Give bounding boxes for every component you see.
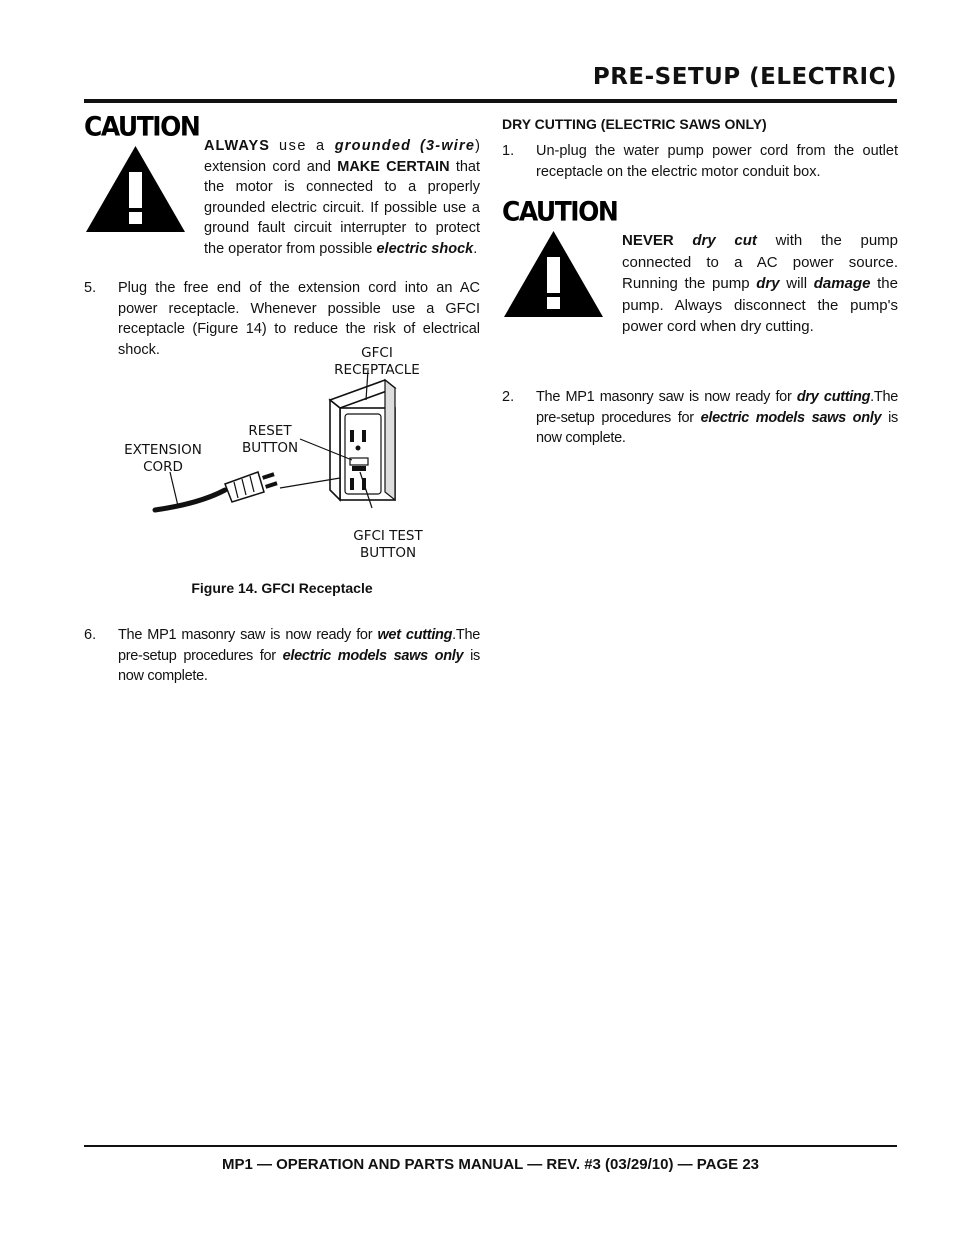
- step-6-text: [118, 625, 480, 687]
- never-word: NEVER: [622, 232, 693, 249]
- wet-cutting-phrase: wet cutting: [377, 627, 453, 643]
- caution-text-part: the pump. Always disconnect the pump's power cord when dry cutting.: [622, 275, 898, 335]
- caution-text-part: ) extension cord and: [204, 138, 480, 175]
- grounded-phrase: grounded (3-wire: [334, 138, 476, 154]
- label-line: RECEPTACLE: [334, 362, 420, 378]
- make-certain-phrase: MAKE CERTAIN: [337, 158, 450, 175]
- figure-label-gfci-receptacle: [322, 345, 432, 379]
- step-5-text: Plug the free end of the extension cord into an AC power receptacle. Whenever possible use a GFCI receptacle (Figure 14) to reduce the risk of electrical shock.: [118, 280, 480, 358]
- caution-text-part: that the motor is connected to a properly grounded electric circuit. If possible use a ground fault circuit interrupter to protect the operator from possible: [204, 158, 481, 257]
- electric-models-phrase: electric models saws only: [700, 409, 882, 426]
- page-footer: MP1 — OPERATION AND PARTS MANUAL — REV. #3 (03/29/10) — PAGE 23: [221, 1156, 760, 1173]
- label-line: BUTTON: [359, 545, 417, 561]
- label-line: BUTTON: [241, 440, 299, 456]
- header-rule: [84, 99, 897, 103]
- dry-cutting-heading: DRY CUTTING (ELECTRIC SAWS ONLY): [502, 116, 767, 132]
- footer-rule: [84, 1145, 897, 1147]
- caution-heading-right: CAUTION: [502, 196, 618, 227]
- label-line: GFCI TEST: [353, 528, 423, 544]
- step-2-text: [536, 387, 898, 449]
- step-text-part: .The pre-setup procedures for: [118, 627, 480, 664]
- dry-cutting-phrase: dry cutting: [796, 389, 871, 405]
- caution-text-right: [622, 230, 898, 338]
- caution-text-part: will: [779, 275, 814, 292]
- figure-label-gfci-test-button: [338, 528, 438, 562]
- electric-models-phrase: electric models saws only: [282, 647, 464, 664]
- figure-caption: Figure 14. GFCI Receptacle: [191, 580, 373, 596]
- step-6-number: 6.: [84, 627, 97, 643]
- step-text-part: The MP1 masonry saw is now ready for: [536, 389, 797, 405]
- step-1-number: 1.: [502, 143, 515, 159]
- dry-cut-phrase: dry cut: [692, 232, 757, 249]
- caution-text-part: with the pump connected to a AC power source. Running the pump: [622, 232, 898, 292]
- step-text-part: is now complete.: [536, 409, 898, 446]
- step-1-text: Un-plug the water pump power cord from the outlet receptacle on the electric motor conduit box.: [536, 143, 898, 180]
- warning-triangle-icon: [84, 144, 187, 234]
- step-text-part: The MP1 masonry saw is now ready for: [118, 627, 378, 643]
- step-text-part: is now complete.: [118, 647, 480, 684]
- figure-label-reset-button: [228, 423, 312, 457]
- dry-word: dry: [756, 275, 780, 292]
- warning-triangle-icon: [502, 229, 605, 319]
- step-2-number: 2.: [502, 389, 515, 405]
- damage-word: damage: [813, 275, 871, 292]
- caution-heading-left: CAUTION: [84, 111, 200, 142]
- label-line: RESET: [248, 423, 292, 439]
- electric-shock-phrase: electric shock: [376, 240, 474, 257]
- label-line: GFCI: [361, 345, 393, 361]
- step-text-part: .The pre-setup procedures for: [536, 389, 898, 426]
- page-title: PRE-SETUP (ELECTRIC): [592, 64, 897, 90]
- figure-label-extension-cord: [114, 442, 212, 476]
- label-line: EXTENSION: [124, 442, 202, 458]
- step-5-number: 5.: [84, 280, 97, 296]
- caution-text-part: .: [473, 240, 478, 257]
- label-line: CORD: [143, 459, 183, 475]
- always-word: ALWAYS: [204, 138, 270, 154]
- caution-text-part: use a: [269, 138, 335, 154]
- caution-text-left: [204, 136, 480, 259]
